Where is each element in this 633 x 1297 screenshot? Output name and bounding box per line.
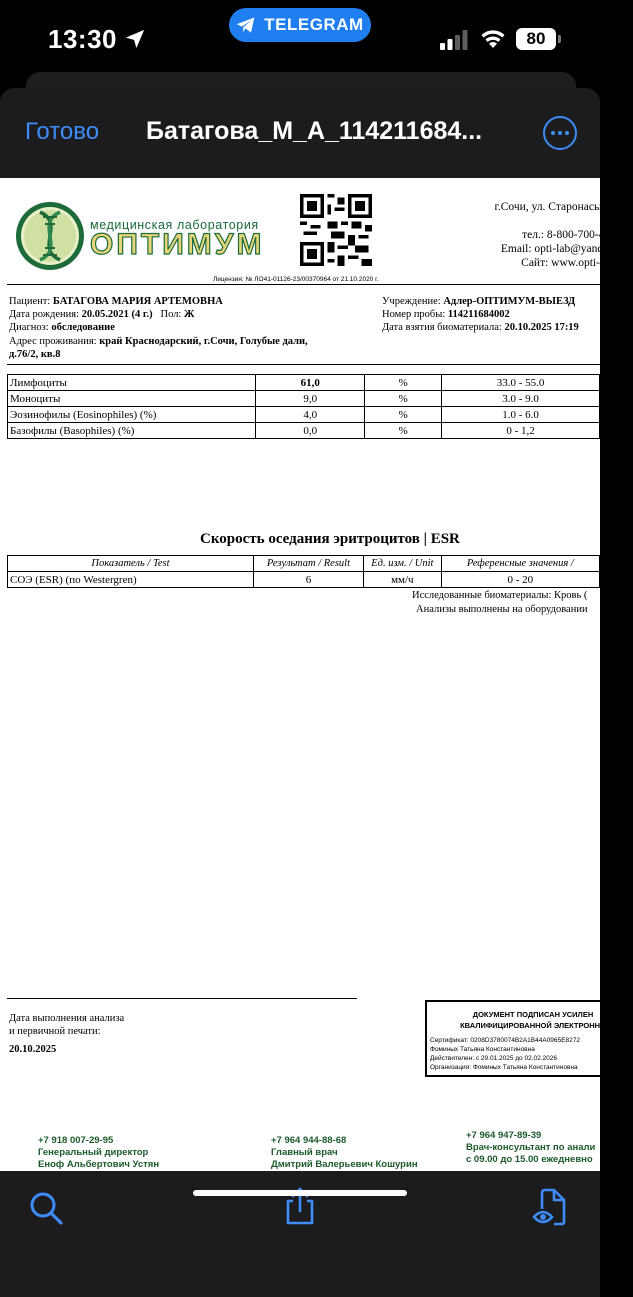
- footer-person: Дмитрий Валерьевич Кошурин: [271, 1159, 418, 1170]
- header-divider: [7, 284, 607, 285]
- signature-organization: Организация: Фоминых Татьяна Константиновна: [430, 1064, 578, 1071]
- contact-address-2: д: [608, 215, 614, 227]
- collection-value: 20.10.2025 17:19: [504, 322, 579, 333]
- test-reference: 1.0 - 6.0: [442, 407, 600, 423]
- contact-phone: тел.: 8-800-700-47-: [522, 229, 614, 241]
- test-result: 6: [253, 572, 363, 588]
- test-unit: %: [365, 375, 442, 391]
- diagnosis-line: [9, 322, 115, 333]
- footer-role: Врач-консультант по анали: [466, 1142, 596, 1153]
- dob-label: Дата рождения:: [9, 309, 80, 320]
- test-reference: 0 - 20: [441, 572, 599, 588]
- blood-results-table: [7, 374, 600, 439]
- test-name: Базофилы (Basophiles) (%): [8, 423, 256, 439]
- signature-title-2: КВАЛИФИЦИРОВАННОЙ ЭЛЕКТРОННО: [460, 1021, 606, 1030]
- patient-divider: [7, 364, 607, 365]
- table-row: [8, 391, 600, 407]
- test-name: Моноциты: [8, 391, 256, 407]
- completion-divider: [7, 998, 357, 999]
- institution-line: [382, 296, 575, 307]
- footer-role: Главный врач: [271, 1147, 338, 1158]
- patient-name: БАТАГОВА МАРИЯ АРТЕМОВНА: [52, 296, 223, 307]
- address-value: край Краснодарский, г.Сочи, Голубые дали,: [99, 336, 308, 347]
- test-unit: %: [365, 391, 442, 407]
- signature-owner: Фоминых Татьяна Константиновна: [430, 1046, 535, 1053]
- test-result: 0,0: [256, 423, 365, 439]
- more-dot: [558, 131, 562, 135]
- footer-person: с 09.00 до 15.00 ежедневно: [466, 1154, 593, 1165]
- esr-table: [7, 555, 600, 588]
- home-indicator[interactable]: [193, 1190, 407, 1196]
- test-name: Лимфоциты: [8, 375, 256, 391]
- test-reference: 3.0 - 9.0: [442, 391, 600, 407]
- table-row: [8, 375, 600, 391]
- address-line: [9, 336, 308, 347]
- contact-email: Email: opti-lab@yandex: [500, 243, 614, 255]
- collection-label: Дата взятия биоматериала:: [382, 322, 502, 333]
- dna-logo-icon: [14, 200, 86, 272]
- institution-label: Учреждение:: [382, 296, 441, 307]
- telegram-return-pill[interactable]: [229, 8, 371, 42]
- patient-name-line: [9, 296, 223, 307]
- test-unit: мм/ч: [364, 572, 442, 588]
- document-page[interactable]: [0, 178, 614, 1178]
- signature-validity: Действителен: с 29.01.2025 до 02.02.2026: [430, 1055, 558, 1062]
- document-title: Батагова_М_А_114211684...: [146, 117, 483, 145]
- completion-label-2: и первичной печати:: [9, 1026, 101, 1037]
- telegram-pill-label: TELEGRAM: [264, 15, 364, 34]
- diagnosis-label: Диагноз:: [9, 322, 49, 333]
- footer-director: [38, 1135, 159, 1171]
- location-arrow-icon: [124, 28, 146, 50]
- address-label: Адрес проживания:: [9, 336, 97, 347]
- collection-line: [382, 322, 579, 333]
- footer-phone: +7 964 944-88-68: [271, 1135, 347, 1146]
- footer-chief-doctor: [271, 1135, 418, 1171]
- header-reference: Референсные значения /: [441, 556, 599, 572]
- more-dot: [565, 131, 569, 135]
- footer-role: Генеральный директор: [38, 1147, 149, 1158]
- lab-name: ОПТИМУМ: [90, 228, 265, 261]
- navbar: [0, 88, 600, 178]
- telegram-icon: [236, 16, 256, 34]
- signature-title: ДОКУМЕНТ ПОДПИСАН УСИЛЕН: [472, 1010, 594, 1019]
- biomaterial-note: Исследованные биоматериалы: Кровь (: [412, 590, 588, 601]
- contact-site: Сайт: www.opti-lab: [521, 257, 614, 269]
- dob-value: 20.05.2021 (4 г.): [81, 309, 153, 320]
- test-unit: %: [365, 407, 442, 423]
- table-row: [8, 423, 600, 439]
- license-text: Лицензия: № ЛО41-01126-23/00370964 от 21.10.2020 г.: [213, 276, 379, 283]
- diagnosis-value: обследование: [51, 322, 115, 333]
- test-reference: 0 - 1,2: [442, 423, 600, 439]
- test-result: 4,0: [256, 407, 365, 423]
- completion-label: Дата выполнения анализа: [9, 1013, 125, 1024]
- lab-subtitle: медицинская лаборатория: [90, 218, 259, 232]
- header-result: Результат / Result: [253, 556, 363, 572]
- test-name: СОЭ (ESR) (по Westergren): [8, 572, 254, 588]
- footer-phone: +7 918 007-29-95: [38, 1135, 114, 1146]
- footer-consultant: [466, 1130, 595, 1166]
- sample-value: 114211684002: [447, 309, 510, 320]
- esr-section-title: Скорость оседания эритроцитов | ESR: [200, 531, 460, 547]
- header-test: Показатель / Test: [8, 556, 254, 572]
- status-bar: [0, 0, 600, 80]
- test-result: 9,0: [256, 391, 365, 407]
- sex-label: Пол:: [160, 309, 182, 320]
- contact-address: г.Сочи, ул. Старонасыпн: [494, 201, 614, 213]
- test-name: Эозинофилы (Eosinophiles) (%): [8, 407, 256, 423]
- qr-code-icon: [300, 194, 372, 266]
- header-unit: Ед. изм. / Unit: [364, 556, 442, 572]
- status-time: 13:30: [48, 24, 117, 54]
- e-signature-stamp: [425, 1000, 615, 1077]
- signature-certificate: Сертификат: 0208D3780074B2A1B44A0965E8272: [430, 1037, 580, 1044]
- battery-tip: [558, 35, 561, 43]
- institution-value: Адлер-ОПТИМУМ-ВЫЕЗД: [443, 296, 576, 307]
- footer-phone: +7 964 947-89-39: [466, 1130, 542, 1141]
- document-viewer-sheet: [0, 88, 614, 1297]
- more-dot: [551, 131, 555, 135]
- search-icon[interactable]: [26, 1188, 66, 1228]
- patient-label: Пациент:: [9, 296, 51, 307]
- test-result-flagged: 61,0: [256, 375, 365, 391]
- sample-line: [382, 309, 510, 320]
- address-value-2: д.76/2, кв.8: [9, 349, 61, 360]
- sex-value: Ж: [183, 309, 195, 320]
- footer-person: Еноф Альбертович Устян: [38, 1159, 160, 1170]
- dob-line: [9, 309, 194, 320]
- completion-date: 20.10.2025: [9, 1044, 57, 1055]
- test-reference: 33.0 - 55.0: [442, 375, 600, 391]
- document-view-icon[interactable]: [532, 1187, 572, 1227]
- more-options-button[interactable]: [543, 116, 577, 150]
- cellular-signal-icon: [440, 30, 468, 50]
- sample-label: Номер пробы:: [382, 309, 446, 320]
- table-row: [8, 572, 600, 588]
- battery-indicator: 80: [516, 28, 556, 50]
- done-button[interactable]: Готово: [25, 118, 100, 145]
- wifi-icon: [479, 27, 507, 49]
- test-unit: %: [365, 423, 442, 439]
- table-row: [8, 407, 600, 423]
- table-header-row: [8, 556, 600, 572]
- equipment-note: Анализы выполнены на оборудовании: [416, 604, 588, 615]
- address-line-2: [9, 349, 60, 360]
